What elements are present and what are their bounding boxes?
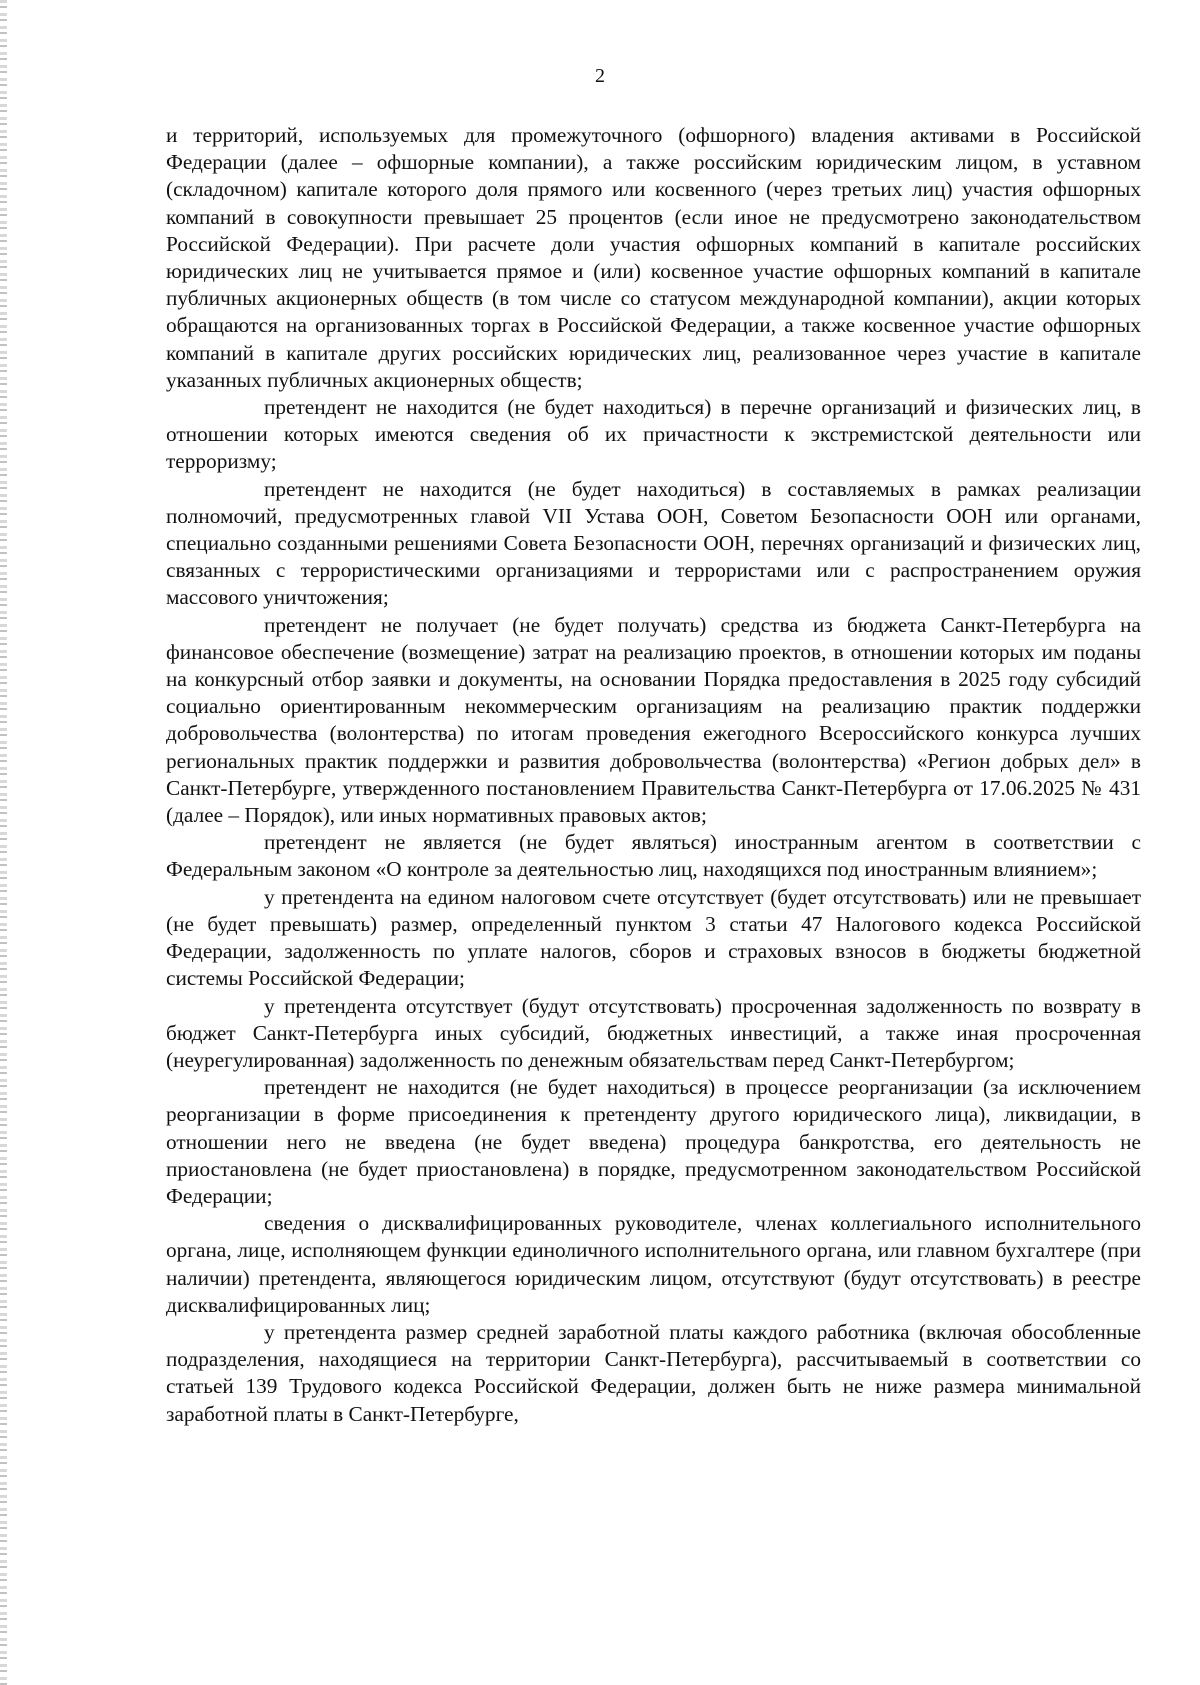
paragraph-offshore-companies: и территорий, используемых для промежуточного (офшорного) владения активами в Российской Федерации (далее – офшорные компании), а также российским юридическим лицом, в уставном (складочном) капитале которого доля прямого или косвенного (через третьих лиц) участия офшорных компаний в совокупности превышает 25 процентов (если иное не предусмотрено законодательством Российской Федерации). При расчете доли участия офшорных компаний в капитале российских юридических лиц не учитывается прямое и (или) косвенное участие офшорных компаний в капитале публичных акционерных обществ (в том числе со статусом международной компании), акции которых обращаются на организованных торгах в Российской Федерации, а также косвенное участие офшорных компаний в капитале других российских юридических лиц, реализованное через участие в капитале указанных публичных акционерных обществ; [166, 123, 1141, 392]
paragraph-un-sanctions-list: претендент не находится (не будет находиться) в составляемых в рамках реализации полномочий, предусмотренных главой VII Устава ООН, Советом Безопасности ООН или органами, специально созданными решениями Совета Безопасности ООН, перечнях организаций и физических лиц, связанных с террористическими организациями и террористами или с распространением оружия массового уничтожения; [166, 476, 1141, 610]
paragraph-tax-debt: у претендента на едином налоговом счете отсутствует (будет отсутствовать) или не превышает (не будет превышать) размер, определенный пунктом 3 статьи 47 Налогового кодекса Российской Федерации, задолженность по уплате налогов, сборов и страховых взносов в бюджеты бюджетной системы Российской Федерации; [166, 884, 1141, 991]
paragraph-overdue-debt: у претендента отсутствует (будут отсутствовать) просроченная задолженность по возврату в бюджет Санкт-Петербурга иных субсидий, бюджетных инвестиций, а также иная просроченная (неурегулированная) задолженность по денежным обязательствам перед Санкт-Петербургом; [166, 993, 1141, 1072]
paragraph-reorganization: претендент не находится (не будет находиться) в процессе реорганизации (за исключением реорганизации в форме присоединения к претенденту другого юридического лица), ликвидации, в отношении него не введена (не будет введена) процедура банкротства, его деятельность не приостановлена (не будет приостановлена) в порядке, предусмотренном законодательством Российской Федерации; [166, 1075, 1141, 1208]
paragraph-disqualified-persons: сведения о дисквалифицированных руководителе, членах коллегиального исполнительного органа, лице, исполняющем функции единоличного исполнительного органа, или главном бухгалтере (при наличии) претендента, являющегося юридическим лицом, отсутствуют (будут отсутствовать) в реестре дисквалифицированных лиц; [166, 1211, 1141, 1317]
paragraph-budget-funds: претендент не получает (не будет получать) средства из бюджета Санкт-Петербурга на финансовое обеспечение (возмещение) затрат на реализацию проектов, в отношении которых им поданы на конкурсный отбор заявки и документы, на основании Порядка предоставления в 2025 году субсидий социально ориентированным некоммерческим организациям на реализацию практик поддержки добровольчества (волонтерства) по итогам проведения ежегодного Всероссийского конкурса лучших региональных практик поддержки и развития добровольчества (волонтерства) «Регион добрых дел» в Санкт-Петербурге, утвержденного постановлением Правительства Санкт-Петербурга от 17.06.2025 № 431 (далее – Порядок), или иных нормативных правовых актов; [166, 612, 1141, 828]
paragraph-extremism-list: претендент не находится (не будет находиться) в перечне организаций и физических лиц, в отношении которых имеются сведения об их причастности к экстремистской деятельности или терроризму; [166, 395, 1141, 474]
page-number: 2 [595, 65, 605, 87]
paragraph-foreign-agent: претендент не является (не будет являться) иностранным агентом в соответствии с Федеральным законом «О контроле за деятельностью лиц, находящихся под иностранным влиянием»; [166, 830, 1141, 882]
paragraph-average-salary: у претендента размер средней заработной платы каждого работника (включая обособленные подразделения, находящиеся на территории Санкт-Петербурга), рассчитываемый в соответствии со статьей 139 Трудового кодекса Российской Федерации, должен быть не ниже размера минимальной заработной платы в Санкт-Петербурге, [166, 1319, 1141, 1426]
scan-binding-edge [0, 0, 7, 1685]
document-body [166, 122, 1141, 1428]
